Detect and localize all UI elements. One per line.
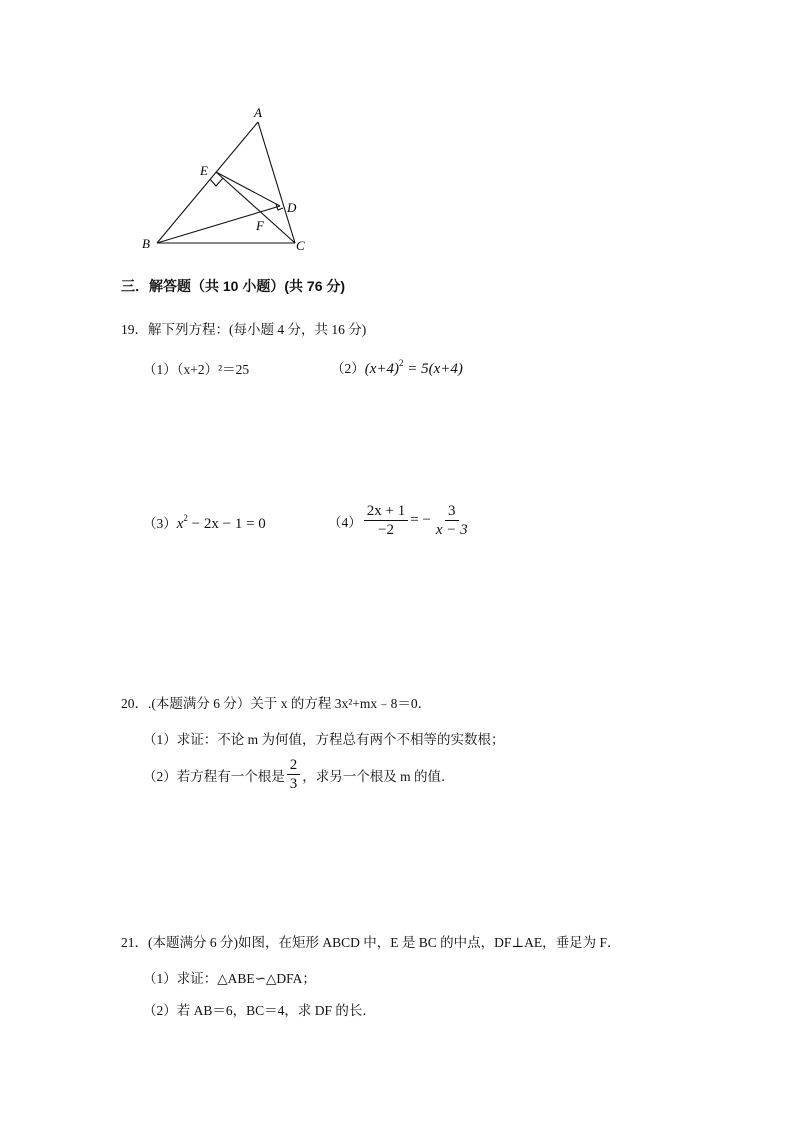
label-F: F xyxy=(256,218,264,233)
q20-sub2 xyxy=(143,756,455,793)
label-A: A xyxy=(254,105,262,120)
q19-part2-rhs: = 5(x+4) xyxy=(403,361,463,377)
q19-part4-label: （4） xyxy=(328,514,362,530)
q19-part1-label: （1） xyxy=(143,362,177,377)
q20-sub2-den: 3 xyxy=(289,776,298,792)
q19-part4-frac1 xyxy=(364,502,408,539)
q21-heading: 21．(本题满分 6 分)如图，在矩形 ABCD 中，E 是 BC 的中点，DF⊥AE，垂足为 F． xyxy=(121,935,621,950)
q19-part2 xyxy=(331,357,463,378)
q21-sub1: （1）求证：△ABE∽△DFA； xyxy=(143,971,316,986)
q19-part4-den1: −2 xyxy=(378,522,394,538)
label-B: B xyxy=(142,236,150,251)
q19-part2-exp: 2 xyxy=(399,358,404,368)
q19-part2-label: （2） xyxy=(331,361,365,376)
q20-sub2-frac xyxy=(287,756,301,793)
q19-part3-label: （3） xyxy=(143,516,177,531)
q19-part4-num1: 2x + 1 xyxy=(364,502,408,521)
q19-part2-lhs: (x+4) xyxy=(364,361,400,377)
q19-part3-x: x xyxy=(176,516,184,532)
q19-part4-mid: = − xyxy=(410,512,431,528)
q19-part4-den2: x − 3 xyxy=(435,522,468,538)
q19-part3-rest: − 2x − 1 = 0 xyxy=(187,516,266,532)
q19-part3 xyxy=(143,512,266,533)
q19-part4 xyxy=(328,502,473,539)
q20-sub2-num: 2 xyxy=(287,756,301,775)
q20-heading: 20．.(本题满分 6 分）关于 x 的方程 3x²+mx﹣8＝0． xyxy=(121,696,432,711)
q20-sub1: （1）求证：不论 m 为何值，方程总有两个不相等的实数根； xyxy=(143,732,505,747)
q19-part4-frac2 xyxy=(433,502,471,539)
q19-part1 xyxy=(143,358,249,378)
q19-heading: 19．解下列方程：(每小题 4 分，共 16 分) xyxy=(121,322,367,337)
q21-sub2: （2）若 AB＝6，BC＝4，求 DF 的长． xyxy=(143,1003,376,1018)
q20-sub2-post: ，求另一个根及 m 的值． xyxy=(302,768,455,784)
label-C: C xyxy=(296,238,305,253)
q20-sub2-pre: （2）若方程有一个根是 xyxy=(143,768,285,784)
label-E: E xyxy=(200,163,208,178)
q19-part1-expr: （x+2）²＝25 xyxy=(176,362,250,377)
q19-part3-exp: 2 xyxy=(183,513,188,523)
triangle-figure xyxy=(130,100,320,260)
section-title: 三．解答题（共 10 小题）(共 76 分) xyxy=(121,278,346,294)
q19-part4-num2: 3 xyxy=(445,502,459,521)
label-D: D xyxy=(287,200,297,215)
